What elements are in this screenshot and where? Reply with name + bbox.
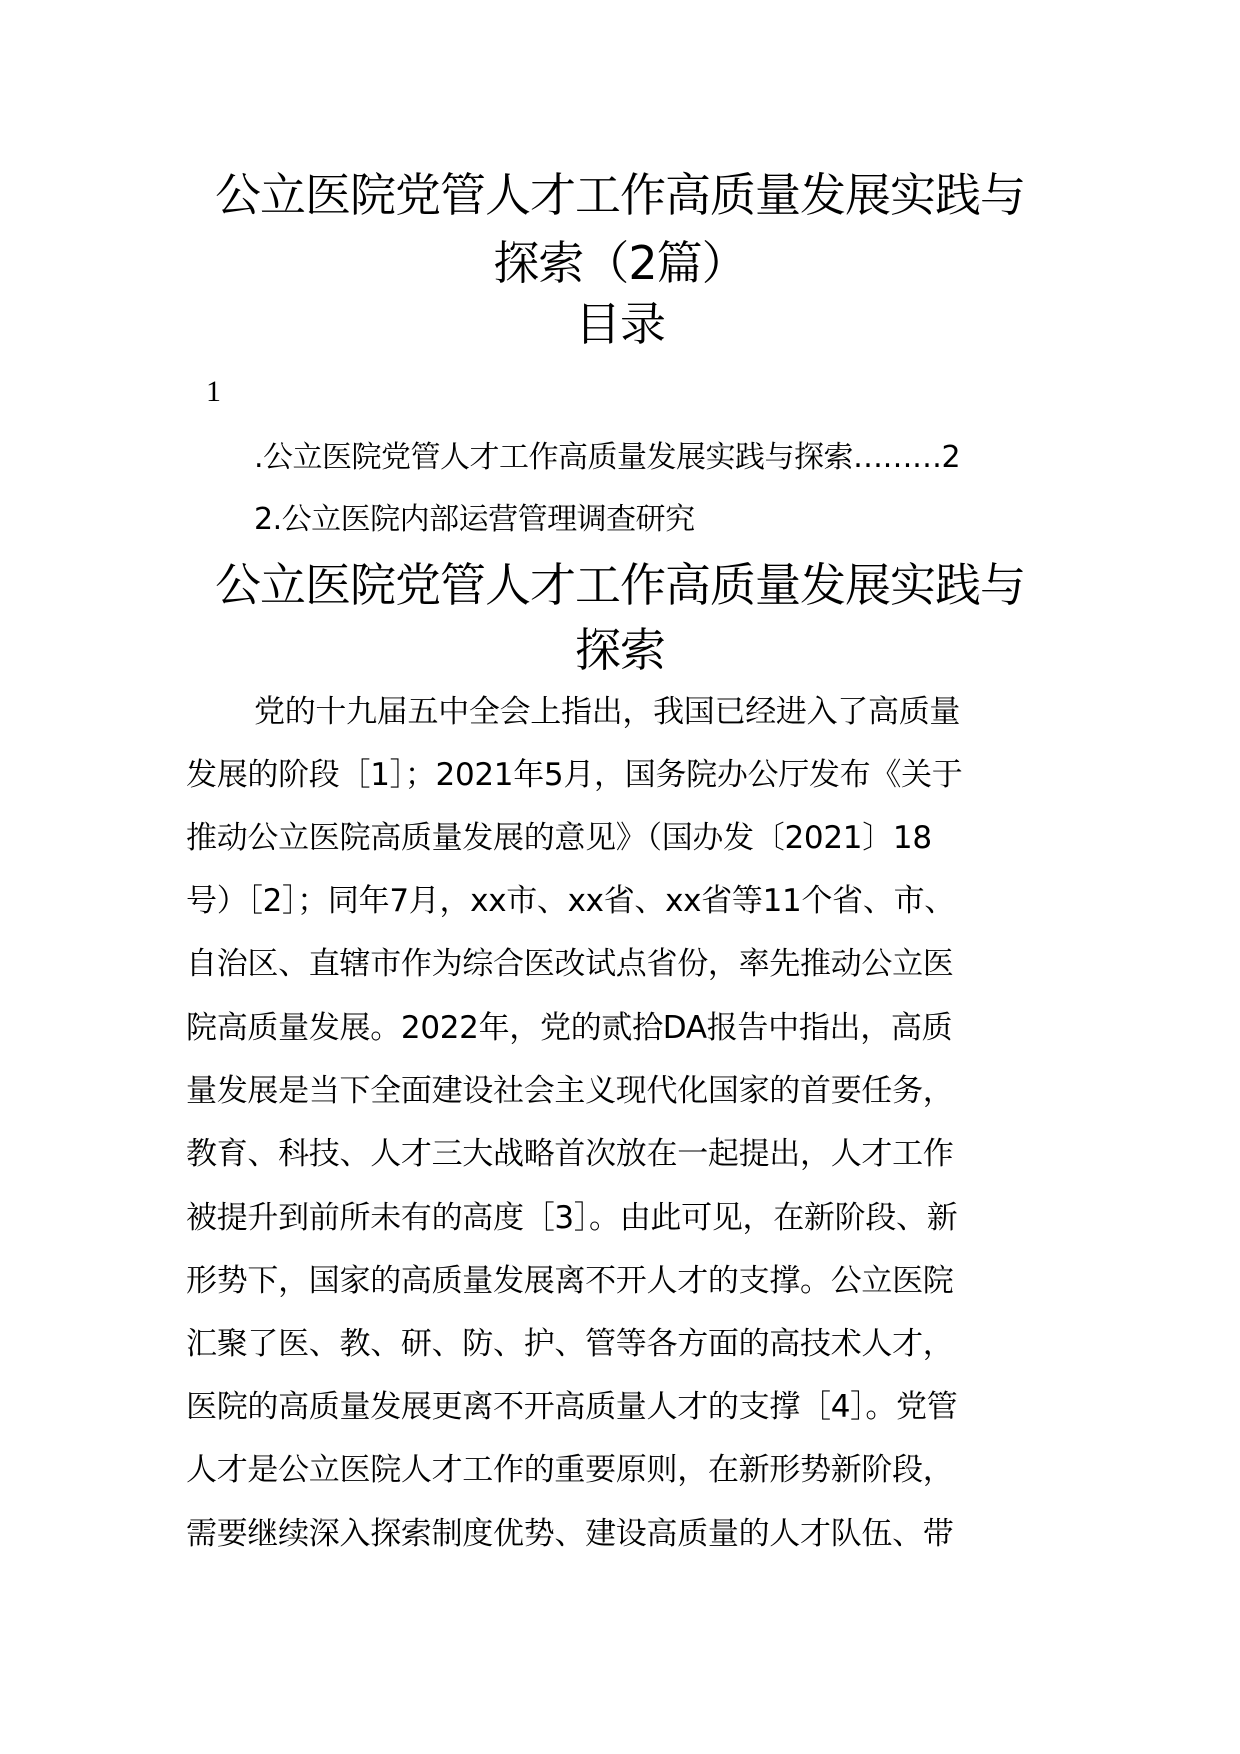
body-line: 医院的高质量发展更离不开高质量人才的支撑［4］。党管 [186,1389,958,1425]
body-line: 教育、科技、人才三大战略首次放在一起提出，人才工作 [186,1136,954,1172]
body-line: 汇聚了医、教、研、防、护、管等各方面的高技术人才， [186,1326,954,1362]
body-line: 需要继续深入探索制度优势、建设高质量的人才队伍、带 [186,1516,954,1552]
article-title-line-2: 探索 [575,623,665,677]
body-line: 推动公立医院高质量发展的意见》（国办发〔2021〕18 [186,820,932,856]
document-title-line-1: 公立医院党管人才工作高质量发展实践与 [215,168,1025,222]
body-line: 量发展是当下全面建设社会主义现代化国家的首要任务， [186,1073,954,1109]
body-line: 自治区、直辖市作为综合医改试点省份，率先推动公立医 [186,946,954,982]
body-line: 形势下，国家的高质量发展离不开人才的支撑。公立医院 [186,1263,954,1299]
toc-item-1[interactable]: .公立医院党管人才工作高质量发展实践与探索………2 [254,440,961,475]
article-title-line-1: 公立医院党管人才工作高质量发展实践与 [215,558,1025,612]
body-line: 人才是公立医院人才工作的重要原则，在新形势新阶段， [186,1452,954,1488]
body-line: 号）［2］；同年7月，xx市、xx省、xx省等11个省、市、 [186,883,955,919]
body-line: 院高质量发展。2022年，党的贰拾DA报告中指出，高质 [186,1010,953,1046]
body-line: 发展的阶段［1］；2021年5月，国务院办公厅发布《关于 [186,757,963,793]
body-line: 党的十九届五中全会上指出，我国已经进入了高质量 [254,694,961,730]
toc-heading: 目录 [575,297,665,351]
body-line: 被提升到前所未有的高度［3］。由此可见，在新阶段、新 [186,1200,958,1236]
toc-number: 1 [206,375,221,408]
toc-item-2[interactable]: 2.公立医院内部运营管理调查研究 [254,502,695,537]
document-title-line-2: 探索（2篇） [493,236,747,290]
